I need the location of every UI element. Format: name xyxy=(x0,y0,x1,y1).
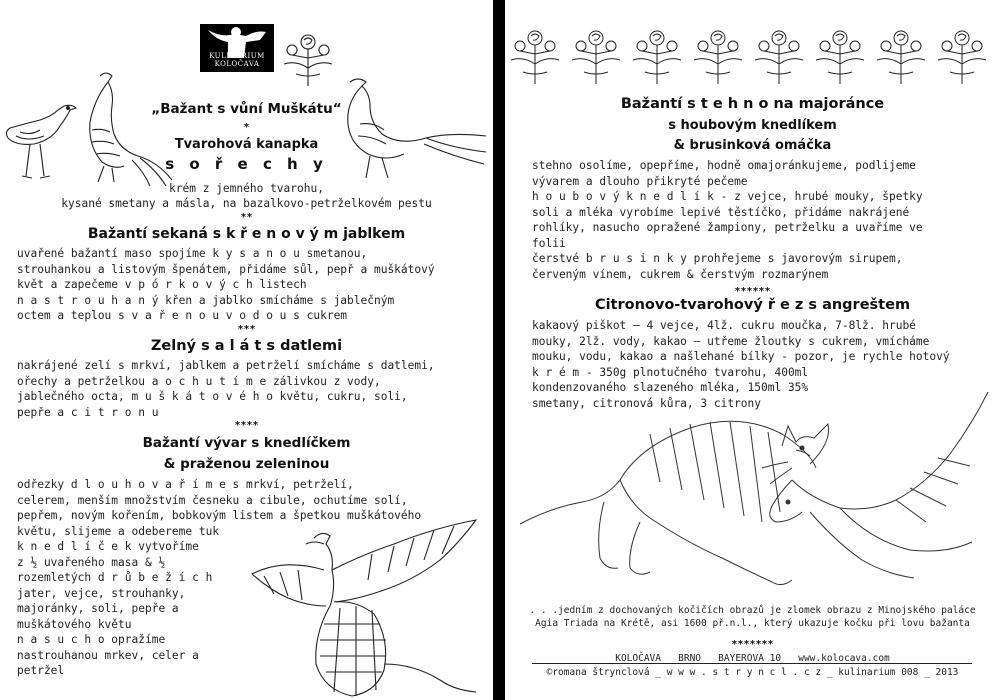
separator-star: *** xyxy=(237,324,256,335)
text-line: muškátového květu xyxy=(17,617,132,631)
caption-line: Agia Triada na Krétě, asi 1600 př.n.l., který ukazuje kočku při lovu bažanta xyxy=(535,618,970,629)
left-menu-page xyxy=(0,0,493,700)
s2-body xyxy=(17,246,487,324)
text-line: stehno osolíme, opepříme, hodně omajoránkujeme, podlijeme xyxy=(532,159,916,172)
cat-hunting-pheasant-sketch xyxy=(510,372,995,600)
text-line: k n e d l í č e k vytvoříme xyxy=(17,540,199,553)
text-line: majoránky, soli, pepře a xyxy=(17,602,179,615)
footer-rule xyxy=(532,663,972,664)
text-line: pepřem, novým kořením, bobkovým listem a špetkou muškátového xyxy=(17,509,422,522)
caption xyxy=(505,604,1000,630)
caption-line: . . .jedním z dochovaných kočičích obrazů je zlomek obrazu z Minojského paláce xyxy=(529,605,976,616)
s1-line: kysané smetany a másla, na bazalkovo-petrželkovém pestu xyxy=(61,197,432,210)
text-line: z ½ uvařeného masa & ½ xyxy=(17,555,166,569)
s1-subheading: s o ř e c h y xyxy=(165,155,328,173)
text-line: n a s u c h o opražíme xyxy=(17,633,166,646)
right-menu-page xyxy=(505,0,1000,700)
s1-heading: Tvarohová kanapka xyxy=(174,137,319,152)
s3-body xyxy=(17,358,487,420)
text-line: ořechy a petrželkou a o c h u t í m e zálivkou z vody, xyxy=(17,374,381,388)
s4-body-narrow xyxy=(17,539,247,679)
text-line: kondenzovaného slazeného mléka, 150ml 35% xyxy=(532,381,809,394)
text-line: mouku, vodu, kakao a našlehané bílky - pozor, je rychle hotový xyxy=(532,350,950,363)
text-line: rohlíky, nasucho opražené žampiony, petrželku a uvaříme ve xyxy=(532,221,923,234)
s4-heading: Bažantí vývar s knedlíčkem xyxy=(142,435,351,451)
footer-address: KOLOČAVA _ BRNO _ BAYEROVA 10 _ www.kolocava.com xyxy=(615,653,890,664)
text-line: soli a mléka vyrobíme lepivé těstíčko, přidáme nakrájené xyxy=(532,205,910,219)
text-line: čerstvé b r u s i n k y prohřejeme s javorovým sirupem, xyxy=(532,252,903,265)
text-line: červeným vínem, cukrem & čerstvým rozmarýnem xyxy=(532,267,829,281)
kulinarium-logo xyxy=(200,24,274,72)
separator-star: ** xyxy=(240,212,253,223)
separator-star: **** xyxy=(234,420,259,431)
s4-subheading: & praženou zeleninou xyxy=(163,456,330,472)
r1-subheading-2: & brusinková omáčka xyxy=(673,138,832,153)
text-line: h o u b o v ý k n e d l í k - z vejce, hrubé mouky, špetky xyxy=(532,190,923,203)
footer-credits: ©romana štrynclová _ w w w . s t r y n c l . c z _ kulinarium 008 _ 2013 xyxy=(546,667,959,678)
text-line: kakaový piškot – 4 vejce, 4lž. cukru moučka, 7-8lž. hrubé xyxy=(532,319,916,332)
text-line: odřezky d l o u h o v a ř í m e s mrkví, petrželí, xyxy=(17,478,354,491)
text-line: n a s t r o u h a n ý křen a jablko smícháme s jablečným xyxy=(17,293,395,307)
r1-heading: Bažantí s t e h n o na majoránce xyxy=(620,96,885,112)
page-divider xyxy=(493,0,505,700)
s2-heading: Bažantí sekaná s k ř e n o v ý m jablkem xyxy=(87,226,406,242)
footer-stars: ******* xyxy=(731,639,774,650)
r1-body xyxy=(532,158,992,282)
rose-border xyxy=(505,24,1000,90)
flying-pheasant-sketch xyxy=(244,514,484,700)
text-line: nastrouhanou mrkev, celer a xyxy=(17,648,199,662)
r2-heading: Citronovo-tvarohový ř e z s angreštem xyxy=(594,297,911,313)
text-line: mouky, 2lž. vody, kakao – utřeme žloutky s cukrem, vmícháme xyxy=(532,334,930,348)
logo-text: KULINARIUM KOLOČAVA xyxy=(209,52,265,68)
text-line: pepře a c i t r o n u xyxy=(17,405,159,419)
menu-title: „Bažant s vůní Muškátu“ xyxy=(151,101,342,117)
r1-subheading: s houbovým knedlíkem xyxy=(668,118,837,133)
s3-heading: Zelný s a l á t s datlemi xyxy=(150,338,343,354)
text-line: květu, slijeme a odebereme tuk xyxy=(17,524,220,538)
rose-sketch xyxy=(280,28,336,90)
text-line: folii xyxy=(532,236,566,250)
text-line: květ a zapečeme v p ó r k o v ý c h listech xyxy=(17,278,307,291)
text-line: strouhankou a listovým špenátem, přidáme sůl, pepř a muškátový xyxy=(17,262,435,276)
text-line: octem a teplou s v a ř e n o u v o d o u s cukrem xyxy=(17,309,348,322)
text-line: k r é m - 350g plnotučného tvarohu, 400ml xyxy=(532,365,809,379)
separator-star: * xyxy=(243,122,250,133)
text-line: nakrájené zelí s mrkví, jablkem a petrželí smícháme s datlemi, xyxy=(17,359,435,372)
text-line: vývarem a dlouho přikryté pečeme xyxy=(532,174,748,188)
text-line: uvařené bažantí maso spojíme k y s a n o u smetanou, xyxy=(17,247,368,260)
text-line: celerem, menším množstvím česneku a cibule, ochutíme solí, xyxy=(17,493,408,507)
separator-stars: ****** xyxy=(734,286,771,297)
text-line: smetany, citronová kůra, 3 citrony xyxy=(532,396,762,410)
s1-line: krém z jemného tvarohu, xyxy=(169,182,324,195)
text-line: jater, vejce, strouhanky, xyxy=(17,586,186,600)
text-line: rozemletých d r ů b e ž í c h xyxy=(17,571,213,584)
text-line: petržel xyxy=(17,664,65,677)
text-line: jablečného octa, m u š k á t o v é h o květu, cukru, soli, xyxy=(17,390,408,403)
